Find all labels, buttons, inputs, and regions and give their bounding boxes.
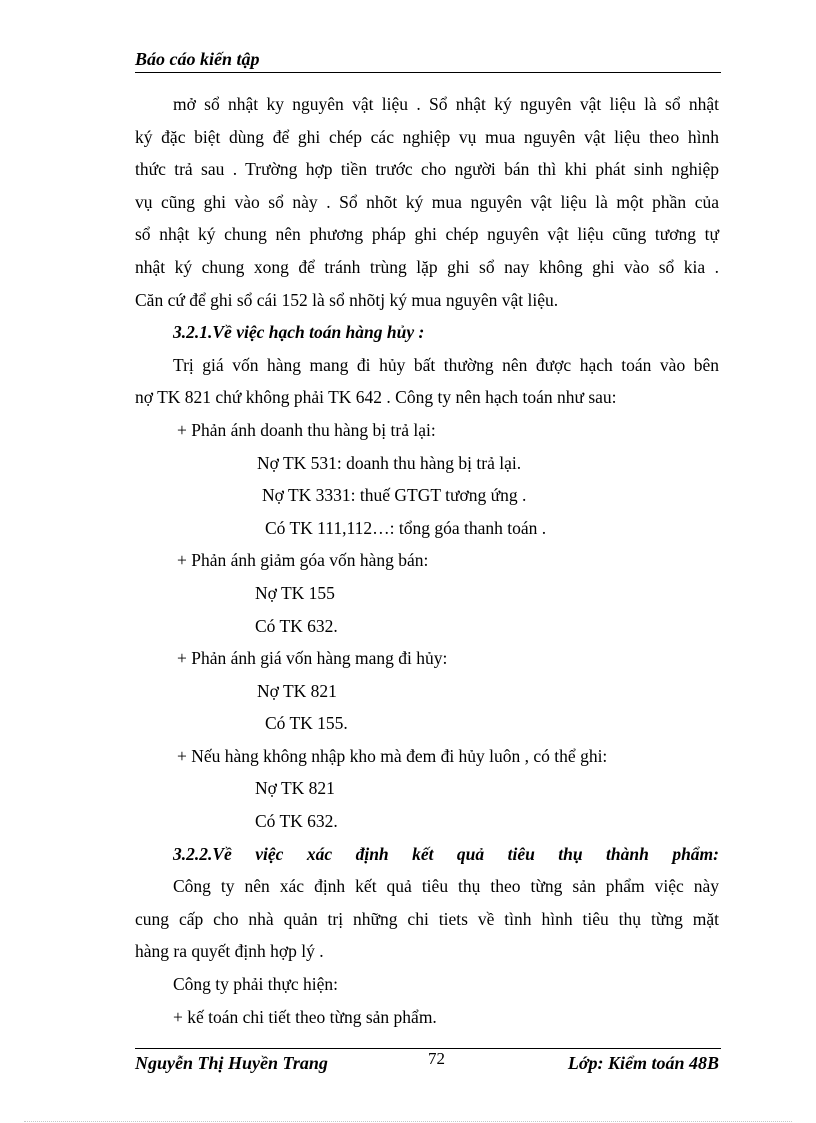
paragraph-cost-accounting [135,349,719,414]
text-line: Công ty phải thực hiện: [173,974,339,995]
entry-label: + Phản ánh giá vốn hàng mang đi hủy: [177,648,448,669]
section-heading-3-2-1: 3.2.1.Về việc hạch toán hàng hủy : [173,322,425,343]
entry-line: Nợ TK 821 [255,778,335,799]
entry-line: Có TK 155. [265,713,348,734]
section-heading-3-2-2: 3.2.2.Về việc xác định kết quả tiêu thụ thành phẩm: [173,843,719,864]
entry-returned-revenue [135,414,719,544]
header-divider [135,72,721,73]
entry-line: Nợ TK 531: doanh thu hàng bị trả lại. [257,452,522,473]
page-edge-divider [24,1121,792,1122]
page-header-title: Báo cáo kiến tập [135,49,260,69]
text-line: nợ TK 821 chứ không phải TK 642 . Công ty nên hạch toán như sau: [135,387,617,408]
entry-label: + Phản ánh doanh thu hàng bị trả lại: [177,419,436,440]
text-line: sổ nhật ký chung nên phương pháp ghi chép nguyên vật liệu cũng tương tự [135,224,719,245]
footer-author: Nguyễn Thị Huyền Trang [135,1053,328,1073]
entry-line: Có TK 632. [255,615,338,636]
text-line: Trị giá vốn hàng mang đi hủy bất thường nên được hạch toán vào bên [173,354,719,375]
text-line: + kế toán chi tiết theo từng sản phẩm. [173,1006,437,1027]
text-line: vụ cũng ghi vào sổ này . Sổ nhõt ký mua nguyên vật liệu là một phần của [135,191,719,212]
paragraph-intro [135,88,719,316]
entry-label: + Nếu hàng không nhập kho mà đem đi hủy luôn , có thể ghi: [177,745,608,766]
text-line: Căn cứ để ghi sổ cái 152 là sổ nhõtj ký mua nguyên vật liệu. [135,289,559,310]
entry-line: Có TK 111,112…: tổng góa thanh toán . [265,517,547,538]
entry-line: Nợ TK 3331: thuế GTGT tương ứng . [262,485,527,506]
entry-cost-reduction [135,544,719,642]
text-line: mở sổ nhật ky nguyên vật liệu . Sổ nhật ký nguyên vật liệu là sổ nhật [173,94,719,114]
footer-class-label: Lớp: Kiểm toán 48B [567,1053,719,1073]
text-line: thức trả sau . Trường hợp tiền trước cho người bán thì khi phát sinh nghiệp [135,159,719,180]
entry-direct-destroy [135,740,719,838]
entry-line: Nợ TK 155 [255,582,335,603]
text-line: cung cấp cho nhà quản trị những chi tiets về tình hình tiêu thụ từng mặt [135,908,719,929]
document-body [135,88,719,1033]
text-line: ký đặc biệt dùng để ghi chép các nghiệp vụ mua nguyên vật liệu theo hình [135,126,719,147]
entry-destroyed-goods [135,642,719,740]
text-line: nhật ký chung xong để tránh trùng lặp ghi sổ nay không ghi vào sổ kia . [135,256,719,277]
page-number: 72 [428,1049,445,1068]
text-line: Công ty nên xác định kết quả tiêu thụ theo từng sản phẩm việc này [173,876,719,897]
entry-line: Nợ TK 821 [257,680,337,701]
text-line: hàng ra quyết định hợp lý . [135,941,324,962]
entry-line: Có TK 632. [255,811,338,832]
entry-label: + Phản ánh giảm góa vốn hàng bán: [177,550,429,571]
paragraph-sales-result [135,870,719,968]
